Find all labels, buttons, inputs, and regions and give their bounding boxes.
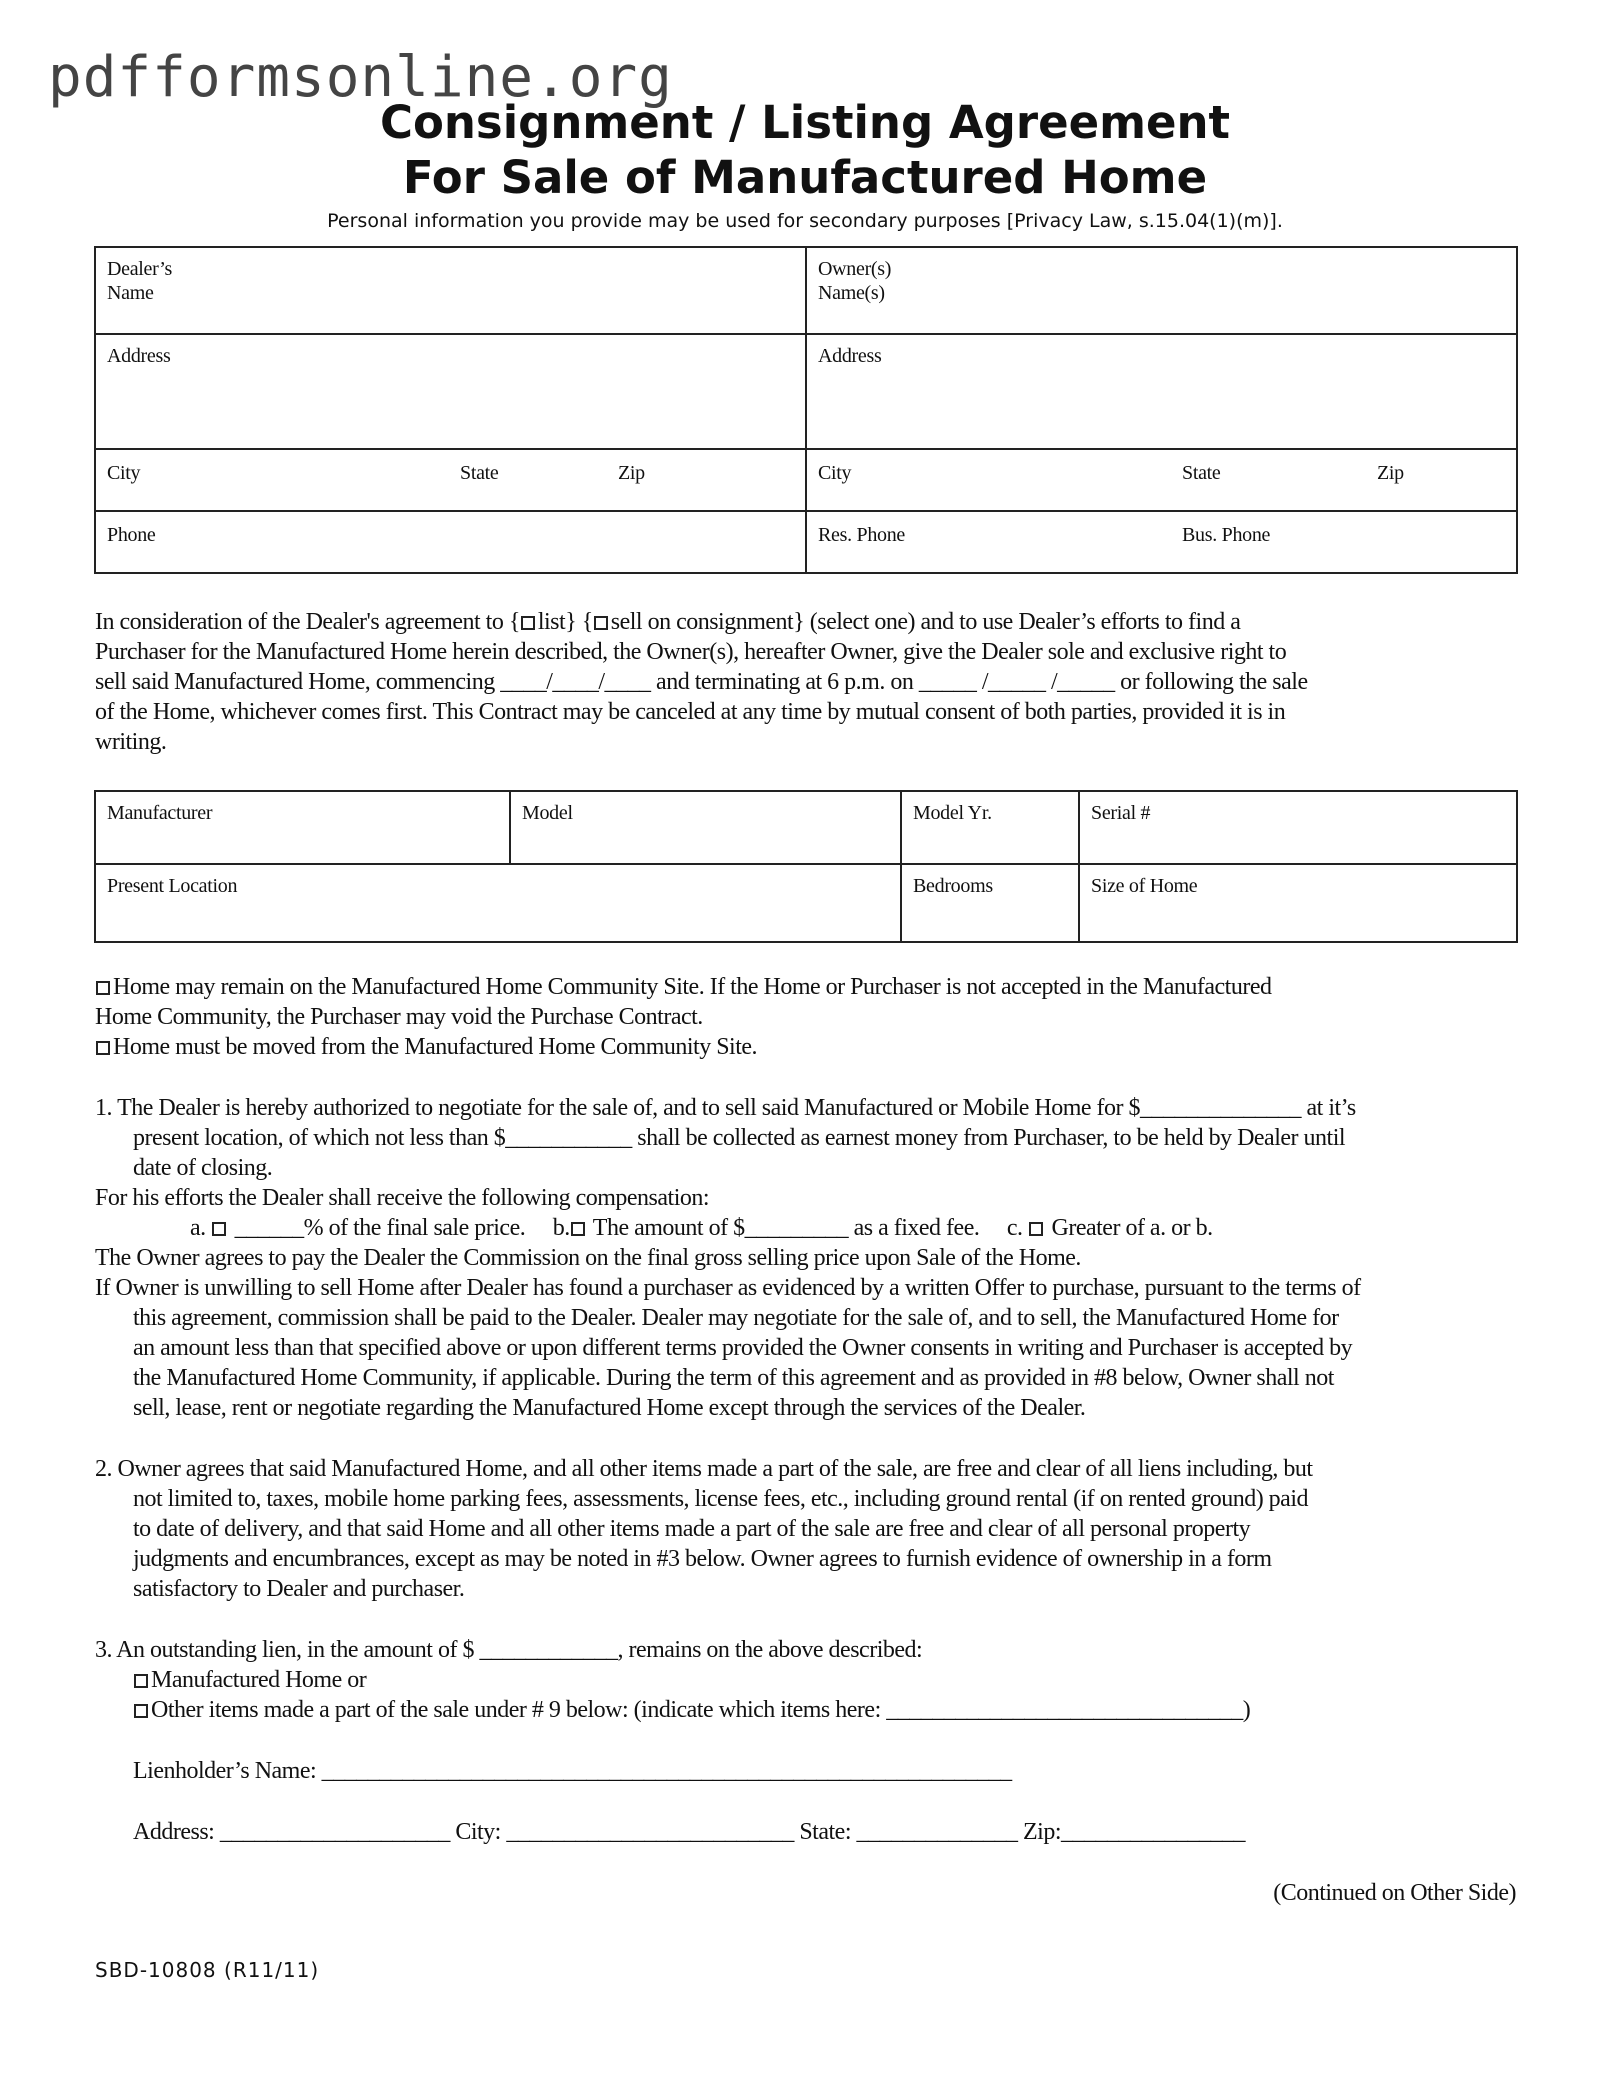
lien-home-checkbox[interactable]: [134, 1674, 148, 1688]
manufacturer-field[interactable]: [95, 791, 510, 864]
dealer-address-field[interactable]: [95, 334, 806, 449]
lienholder-name-line[interactable]: Lienholder’s Name: ____________________________________________________________: [133, 1758, 1012, 1784]
owner-state-label: State: [1182, 462, 1221, 484]
dealer-name-label-2: Name: [107, 282, 154, 304]
option-c-label: c.: [1006, 1215, 1023, 1241]
dealer-city-label: City: [107, 462, 141, 484]
option-c-text: Greater of a. or b.: [1051, 1215, 1213, 1241]
bus-phone-label: Bus. Phone: [1182, 524, 1271, 546]
consideration-text-c: sell on consignment} (select one) and to use Dealer’s efforts to find a: [610, 609, 1241, 635]
size-of-home-label: Size of Home: [1091, 875, 1198, 897]
section1-line-10: the Manufactured Home Community, if applicable. During the term of this agreement and as provided in #8 below, Owner shall not: [133, 1365, 1334, 1391]
section2-line-4: judgments and encumbrances, except as may be noted in #3 below. Owner agrees to furnish evidence of ownership in a form: [133, 1546, 1272, 1572]
present-location-field[interactable]: [95, 864, 901, 942]
section1-line-11: sell, lease, rent or negotiate regarding the Manufactured Home except through the services of the Dealer.: [133, 1395, 1086, 1421]
consideration-text-b: list} {: [537, 609, 593, 635]
dealer-city-state-zip-field[interactable]: [95, 449, 806, 511]
section1-line-6: The Owner agrees to pay the Dealer the Commission on the final gross selling price upon Sale of the Home.: [95, 1245, 1081, 1271]
dealer-zip-label: Zip: [618, 462, 645, 484]
owner-city-label: City: [818, 462, 852, 484]
size-of-home-field[interactable]: [1079, 864, 1517, 942]
model-field[interactable]: [510, 791, 901, 864]
list-checkbox[interactable]: [521, 616, 535, 630]
consideration-line-2: Purchaser for the Manufactured Home herein described, the Owner(s), hereafter Owner, give the Dealer sole and exclusive right to: [95, 639, 1287, 665]
res-phone-label: Res. Phone: [818, 524, 906, 546]
owner-name-label-2: Name(s): [818, 282, 885, 304]
home-info-table: [94, 790, 1518, 943]
owner-phone-field[interactable]: [806, 511, 1517, 573]
must-move-checkbox[interactable]: [96, 1041, 110, 1055]
site-remain-line-2: Home Community, the Purchaser may void the Purchase Contract.: [95, 1004, 703, 1030]
serial-number-label: Serial #: [1091, 802, 1151, 824]
consideration-line-1: [95, 607, 1240, 637]
dealer-name-label-1: Dealer’s: [107, 258, 172, 280]
consideration-text-a: In consideration of the Dealer's agreement to {: [95, 609, 520, 635]
site-remain-option: [95, 972, 1271, 1002]
section2-line-5: satisfactory to Dealer and purchaser.: [133, 1576, 465, 1602]
form-number: SBD-10808 (R11/11): [95, 1958, 320, 1982]
option-a-text: ______% of the final sale price.: [234, 1215, 526, 1241]
lien-other-checkbox[interactable]: [134, 1704, 148, 1718]
lien-home-option: [133, 1665, 366, 1695]
section1-line-7: If Owner is unwilling to sell Home after Dealer has found a purchaser as evidenced by a written Offer to purchase, pursuant to the terms of: [95, 1275, 1361, 1301]
option-a-checkbox[interactable]: [212, 1222, 226, 1236]
compensation-options: [190, 1213, 1213, 1243]
option-b-text: The amount of $_________ as a fixed fee.: [592, 1215, 980, 1241]
section1-line-1[interactable]: 1. The Dealer is hereby authorized to negotiate for the sale of, and to sell said Manufactured or Mobile Home for $______________ at it’s: [95, 1095, 1356, 1121]
section1-line-3: date of closing.: [133, 1155, 273, 1181]
watermark: pdfformsonline.org: [48, 45, 673, 110]
section1-line-2[interactable]: present location, of which not less than $___________ shall be collected as earnest money from Purchaser, to be held by Dealer until: [133, 1125, 1346, 1151]
party-info-table: [94, 246, 1518, 574]
continued-note: (Continued on Other Side): [1273, 1880, 1516, 1906]
consideration-line-3[interactable]: sell said Manufactured Home, commencing ____/____/____ and terminating at 6 p.m. on _____ /_____ /_____ or following the sale: [95, 669, 1308, 695]
model-label: Model: [522, 802, 573, 824]
dealer-phone-label: Phone: [107, 524, 156, 546]
option-c-checkbox[interactable]: [1029, 1222, 1043, 1236]
title-line-1: Consignment / Listing Agreement: [379, 96, 1231, 149]
section2-line-3: to date of delivery, and that said Home and all other items made a part of the sale are free and clear of all personal property: [133, 1516, 1251, 1542]
section1-line-4: For his efforts the Dealer shall receive the following compensation:: [95, 1185, 710, 1211]
site-moved-text: Home must be moved from the Manufactured Home Community Site.: [113, 1034, 758, 1060]
site-moved-option: [95, 1032, 757, 1062]
owner-address-label: Address: [818, 345, 882, 367]
option-b-checkbox[interactable]: [571, 1222, 585, 1236]
section1-line-9: an amount less than that specified above or upon different terms provided the Owner consents in writing and Purchaser is accepted by: [133, 1335, 1353, 1361]
section2-line-2: not limited to, taxes, mobile home parking fees, assessments, license fees, etc., including ground rental (if on rented ground) paid: [133, 1486, 1309, 1512]
title-line-2: For Sale of Manufactured Home: [402, 151, 1208, 204]
remain-on-site-checkbox[interactable]: [96, 981, 110, 995]
privacy-note: Personal information you provide may be used for secondary purposes [Privacy Law, s.15.04(1)(m)].: [327, 210, 1283, 232]
lien-other-text[interactable]: Other items made a part of the sale under # 9 below: (indicate which items here: _______________________________): [151, 1697, 1251, 1723]
dealer-name-field[interactable]: [95, 247, 806, 334]
section3-line-1[interactable]: 3. An outstanding lien, in the amount of $ ____________, remains on the above described:: [95, 1637, 923, 1663]
option-a-label: a.: [190, 1215, 206, 1241]
owner-name-label-1: Owner(s): [818, 258, 892, 280]
dealer-phone-field[interactable]: [95, 511, 806, 573]
manufacturer-label: Manufacturer: [107, 802, 213, 824]
owner-address-field[interactable]: [806, 334, 1517, 449]
dealer-state-label: State: [460, 462, 499, 484]
model-year-label: Model Yr.: [913, 802, 992, 824]
bedrooms-label: Bedrooms: [913, 875, 993, 897]
lienholder-address-line[interactable]: Address: ____________________ City: _________________________ State: ______________ Zip:________________: [133, 1819, 1245, 1845]
site-remain-text: Home may remain on the Manufactured Home Community Site. If the Home or Purchaser is not accepted in the Manufactured: [113, 974, 1272, 1000]
section1-line-8: this agreement, commission shall be paid to the Dealer. Dealer may negotiate for the sale of, and to sell, the Manufactured Home for: [133, 1305, 1339, 1331]
dealer-address-label: Address: [107, 345, 171, 367]
present-location-label: Present Location: [107, 875, 238, 897]
lien-other-option: [133, 1695, 1250, 1725]
consignment-checkbox[interactable]: [594, 616, 608, 630]
bedrooms-field[interactable]: [901, 864, 1079, 942]
consideration-line-4: of the Home, whichever comes first. This Contract may be canceled at any time by mutual consent of both parties, provided it is in: [95, 699, 1286, 725]
option-b-label: b.: [552, 1215, 570, 1241]
serial-number-field[interactable]: [1079, 791, 1517, 864]
owner-name-field[interactable]: [806, 247, 1517, 334]
owner-zip-label: Zip: [1377, 462, 1404, 484]
owner-city-state-zip-field[interactable]: [806, 449, 1517, 511]
consideration-line-5: writing.: [95, 729, 167, 755]
lien-home-text: Manufactured Home or: [151, 1667, 367, 1693]
model-year-field[interactable]: [901, 791, 1079, 864]
section2-line-1: 2. Owner agrees that said Manufactured Home, and all other items made a part of the sale, are free and clear of all liens including, but: [95, 1456, 1313, 1482]
